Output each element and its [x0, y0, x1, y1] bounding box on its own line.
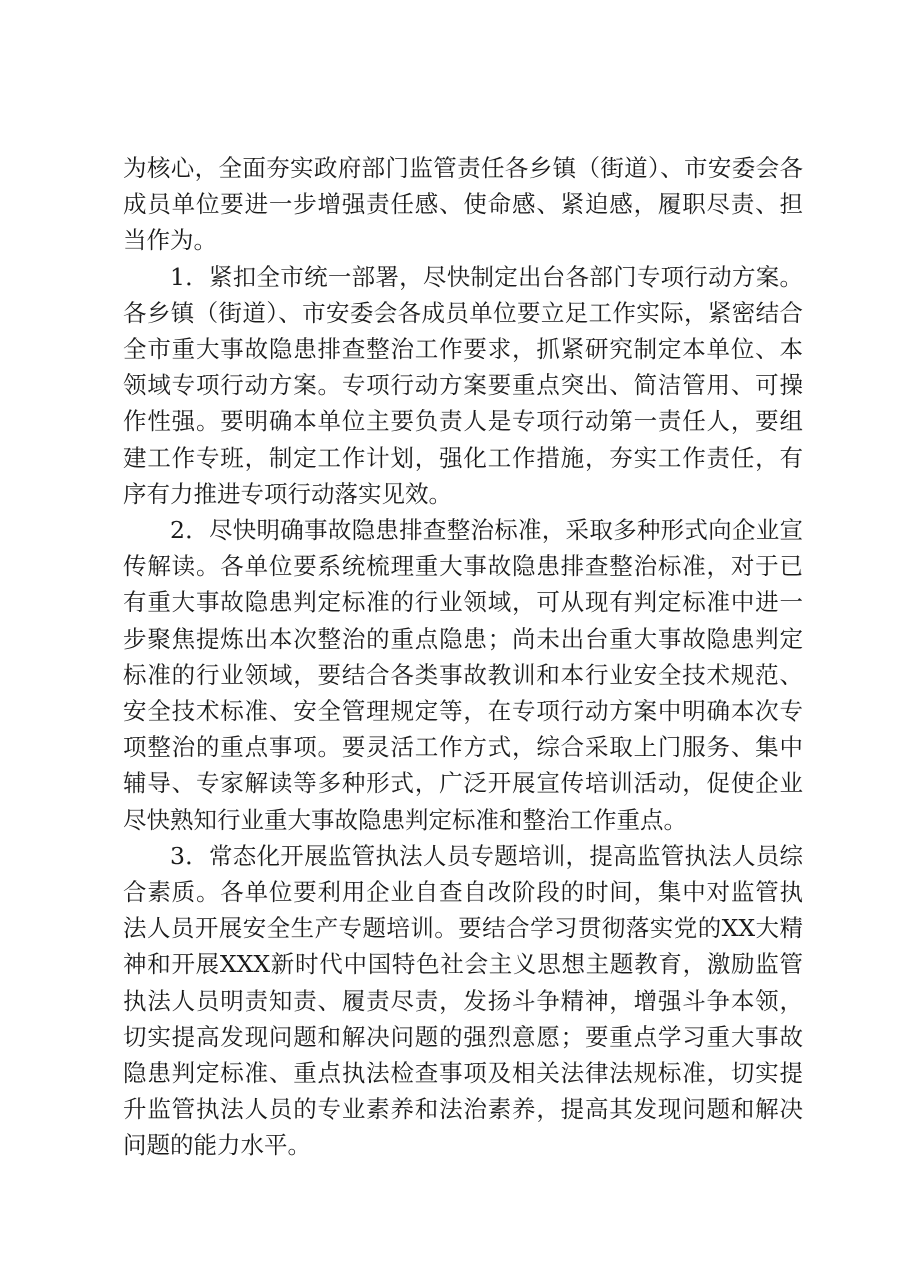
paragraph-item-1: 1．紧扣全市统一部署，尽快制定出台各部门专项行动方案。各乡镇（街道）、市安委会各成员单位要立足工作实际，紧密结合全市重大事故隐患排查整治工作要求，抓紧研究制定本单位、本领域专项行动方案。专项行动方案要重点突出、简洁管用、可操作性强。要明确本单位主要负责人是专项行动第一责任人，要组建工作专班，制定工作计划，强化工作措施，夯实工作责任，有序有力推进专项行动落实见效。 [123, 262, 803, 508]
paragraph-intro: 为核心，全面夯实政府部门监管责任各乡镇（街道）、市安委会各成员单位要进一步增强责任感、使命感、紧迫感，履职尽责、担当作为。 [123, 154, 803, 255]
paragraph-item-3: 3．常态化开展监管执法人员专题培训，提高监管执法人员综合素质。各单位要利用企业自查自改阶段的时间，集中对监管执法人员开展安全生产专题培训。要结合学习贯彻落实党的XX大精神和开展XXX新时代中国特色社会主义思想主题教育，激励监管执法人员明责知责、履责尽责，发扬斗争精神，增强斗争本领，切实提高发现问题和解决问题的强烈意愿；要重点学习重大事故隐患判定标准、重点执法检查事项及相关法律法规标准，切实提升监管执法人员的专业素养和法治素养，提高其发现问题和解决问题的能力水平。 [123, 841, 803, 1160]
document-body [123, 150, 803, 1164]
paragraph-item-2: 2．尽快明确事故隐患排查整治标准，采取多种形式向企业宣传解读。各单位要系统梳理重大事故隐患排查整治标准，对于已有重大事故隐患判定标准的行业领域，可从现有判定标准中进一步聚焦提炼出本次整治的重点隐患；尚未出台重大事故隐患判定标准的行业领域，要结合各类事故教训和本行业安全技术规范、安全技术标准、安全管理规定等，在专项行动方案中明确本次专项整治的重点事项。要灵活工作方式，综合采取上门服务、集中辅导、专家解读等多种形式，广泛开展宣传培训活动，促使企业尽快熟知行业重大事故隐患判定标准和整治工作重点。 [123, 516, 803, 834]
